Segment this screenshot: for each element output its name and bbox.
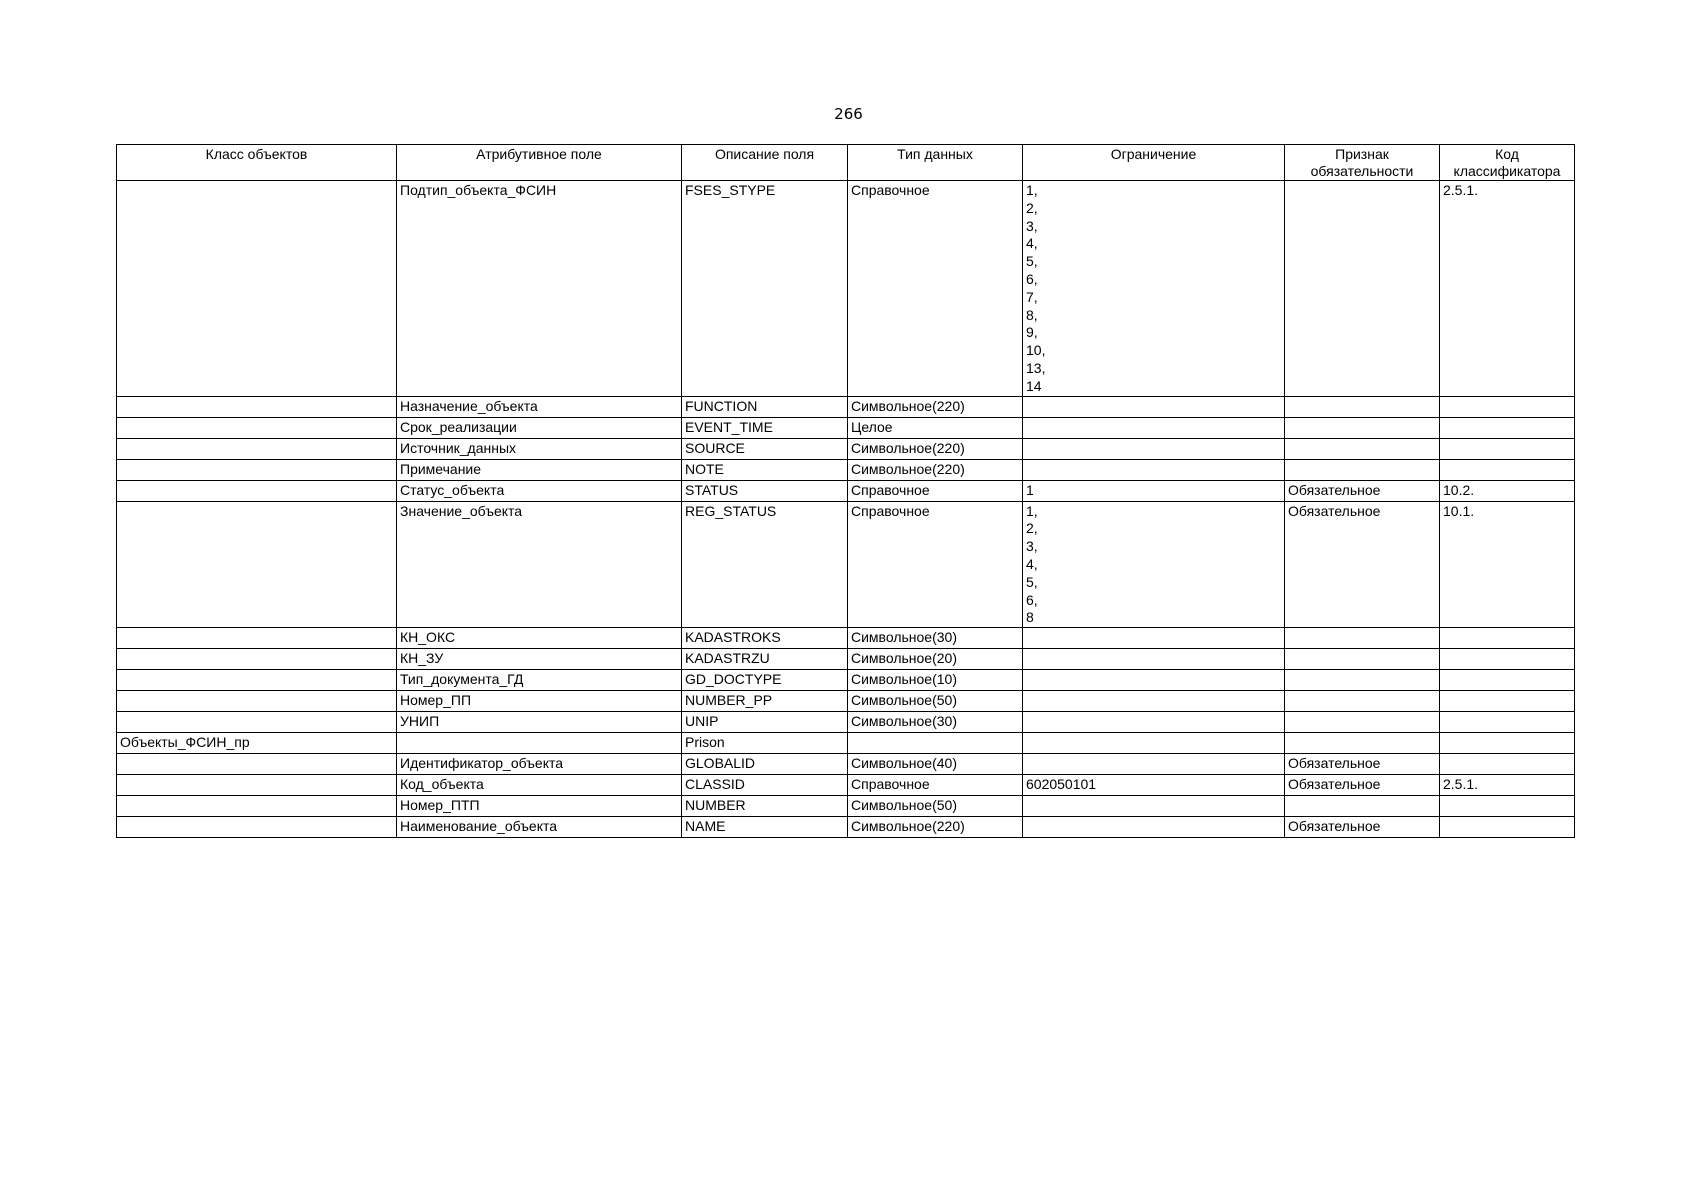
- table-row: [117, 396, 1575, 417]
- cell-object-class: [117, 459, 397, 480]
- cell-restriction: [1023, 817, 1285, 838]
- table-row: [117, 691, 1575, 712]
- table-row: [117, 670, 1575, 691]
- cell-restriction: [1023, 733, 1285, 754]
- cell-field-description: FUNCTION: [682, 396, 848, 417]
- cell-data-type: Целое: [848, 417, 1023, 438]
- cell-data-type: Символьное(20): [848, 649, 1023, 670]
- cell-object-class: [117, 649, 397, 670]
- cell-data-type: Символьное(50): [848, 691, 1023, 712]
- cell-mandatory-flag: [1285, 438, 1440, 459]
- cell-mandatory-flag: [1285, 691, 1440, 712]
- cell-mandatory-flag: Обязательное: [1285, 817, 1440, 838]
- cell-field-description: Prison: [682, 733, 848, 754]
- header-attribute-field: Атрибутивное поле: [397, 145, 682, 181]
- cell-attribute-field: Код_объекта: [397, 775, 682, 796]
- cell-object-class: [117, 796, 397, 817]
- cell-data-type: Символьное(10): [848, 670, 1023, 691]
- cell-mandatory-flag: [1285, 712, 1440, 733]
- cell-object-class: [117, 712, 397, 733]
- cell-restriction: [1023, 459, 1285, 480]
- cell-object-class: [117, 417, 397, 438]
- cell-attribute-field: [397, 733, 682, 754]
- cell-object-class: [117, 775, 397, 796]
- table-header-row: [117, 145, 1575, 181]
- cell-data-type: Символьное(30): [848, 712, 1023, 733]
- cell-data-type: Символьное(220): [848, 817, 1023, 838]
- cell-classifier-code: [1440, 712, 1575, 733]
- table-row: [117, 712, 1575, 733]
- cell-classifier-code: [1440, 649, 1575, 670]
- cell-field-description: CLASSID: [682, 775, 848, 796]
- cell-attribute-field: Примечание: [397, 459, 682, 480]
- cell-classifier-code: [1440, 733, 1575, 754]
- cell-attribute-field: Срок_реализации: [397, 417, 682, 438]
- cell-restriction: 1, 2, 3, 4, 5, 6, 8: [1023, 501, 1285, 628]
- page-number: 266: [834, 105, 863, 123]
- cell-classifier-code: 2.5.1.: [1440, 181, 1575, 397]
- cell-attribute-field: Подтип_объекта_ФСИН: [397, 181, 682, 397]
- cell-classifier-code: [1440, 817, 1575, 838]
- cell-classifier-code: 10.1.: [1440, 501, 1575, 628]
- cell-field-description: GLOBALID: [682, 754, 848, 775]
- cell-object-class: Объекты_ФСИН_пр: [117, 733, 397, 754]
- cell-mandatory-flag: [1285, 417, 1440, 438]
- cell-field-description: REG_STATUS: [682, 501, 848, 628]
- header-object-class: Класс объектов: [117, 145, 397, 181]
- cell-field-description: UNIP: [682, 712, 848, 733]
- cell-field-description: NAME: [682, 817, 848, 838]
- cell-field-description: STATUS: [682, 480, 848, 501]
- table-row: [117, 754, 1575, 775]
- cell-object-class: [117, 691, 397, 712]
- cell-mandatory-flag: [1285, 396, 1440, 417]
- cell-field-description: KADASTROKS: [682, 628, 848, 649]
- cell-object-class: [117, 754, 397, 775]
- cell-restriction: [1023, 754, 1285, 775]
- cell-mandatory-flag: Обязательное: [1285, 480, 1440, 501]
- cell-object-class: [117, 670, 397, 691]
- cell-mandatory-flag: Обязательное: [1285, 775, 1440, 796]
- cell-classifier-code: [1440, 796, 1575, 817]
- cell-attribute-field: КН_ОКС: [397, 628, 682, 649]
- cell-classifier-code: 2.5.1.: [1440, 775, 1575, 796]
- cell-restriction: [1023, 691, 1285, 712]
- cell-restriction: 602050101: [1023, 775, 1285, 796]
- cell-mandatory-flag: [1285, 733, 1440, 754]
- table-row: [117, 438, 1575, 459]
- cell-data-type: Справочное: [848, 480, 1023, 501]
- cell-field-description: GD_DOCTYPE: [682, 670, 848, 691]
- header-mandatory-flag: Признак обязательности: [1285, 145, 1440, 181]
- cell-mandatory-flag: [1285, 796, 1440, 817]
- cell-mandatory-flag: [1285, 181, 1440, 397]
- cell-attribute-field: КН_ЗУ: [397, 649, 682, 670]
- header-restriction: Ограничение: [1023, 145, 1285, 181]
- table-row: [117, 181, 1575, 397]
- cell-mandatory-flag: Обязательное: [1285, 754, 1440, 775]
- cell-data-type: [848, 733, 1023, 754]
- table-row: [117, 817, 1575, 838]
- cell-classifier-code: [1440, 459, 1575, 480]
- attribute-table: [116, 144, 1575, 838]
- cell-object-class: [117, 480, 397, 501]
- cell-data-type: Символьное(40): [848, 754, 1023, 775]
- cell-classifier-code: 10.2.: [1440, 480, 1575, 501]
- header-data-type: Тип данных: [848, 145, 1023, 181]
- table-row: [117, 649, 1575, 670]
- table-row: [117, 628, 1575, 649]
- cell-field-description: SOURCE: [682, 438, 848, 459]
- cell-restriction: 1, 2, 3, 4, 5, 6, 7, 8, 9, 10, 13, 14: [1023, 181, 1285, 397]
- cell-restriction: [1023, 796, 1285, 817]
- cell-restriction: 1: [1023, 480, 1285, 501]
- cell-data-type: Справочное: [848, 775, 1023, 796]
- table-row: [117, 775, 1575, 796]
- cell-mandatory-flag: [1285, 670, 1440, 691]
- cell-attribute-field: Источник_данных: [397, 438, 682, 459]
- cell-mandatory-flag: [1285, 649, 1440, 670]
- cell-attribute-field: Тип_документа_ГД: [397, 670, 682, 691]
- header-classifier-code: Код классификатора: [1440, 145, 1575, 181]
- cell-classifier-code: [1440, 691, 1575, 712]
- cell-restriction: [1023, 417, 1285, 438]
- table-row: [117, 480, 1575, 501]
- cell-data-type: Символьное(220): [848, 438, 1023, 459]
- cell-restriction: [1023, 628, 1285, 649]
- cell-attribute-field: УНИП: [397, 712, 682, 733]
- table-row: [117, 417, 1575, 438]
- cell-restriction: [1023, 396, 1285, 417]
- cell-data-type: Символьное(220): [848, 396, 1023, 417]
- cell-mandatory-flag: [1285, 628, 1440, 649]
- table-row: [117, 501, 1575, 628]
- cell-attribute-field: Наименование_объекта: [397, 817, 682, 838]
- cell-classifier-code: [1440, 628, 1575, 649]
- cell-data-type: Справочное: [848, 181, 1023, 397]
- cell-restriction: [1023, 670, 1285, 691]
- table-body: [117, 181, 1575, 838]
- table-row: [117, 459, 1575, 480]
- cell-mandatory-flag: Обязательное: [1285, 501, 1440, 628]
- cell-classifier-code: [1440, 396, 1575, 417]
- cell-attribute-field: Назначение_объекта: [397, 396, 682, 417]
- cell-attribute-field: Идентификатор_объекта: [397, 754, 682, 775]
- cell-field-description: KADASTRZU: [682, 649, 848, 670]
- cell-object-class: [117, 501, 397, 628]
- cell-attribute-field: Номер_ПТП: [397, 796, 682, 817]
- cell-object-class: [117, 628, 397, 649]
- cell-data-type: Справочное: [848, 501, 1023, 628]
- table-row: [117, 796, 1575, 817]
- cell-data-type: Символьное(30): [848, 628, 1023, 649]
- header-field-description: Описание поля: [682, 145, 848, 181]
- cell-field-description: NOTE: [682, 459, 848, 480]
- cell-mandatory-flag: [1285, 459, 1440, 480]
- cell-restriction: [1023, 649, 1285, 670]
- table-row: [117, 733, 1575, 754]
- cell-classifier-code: [1440, 754, 1575, 775]
- cell-field-description: FSES_STYPE: [682, 181, 848, 397]
- cell-field-description: NUMBER: [682, 796, 848, 817]
- cell-restriction: [1023, 712, 1285, 733]
- cell-classifier-code: [1440, 670, 1575, 691]
- cell-data-type: Символьное(50): [848, 796, 1023, 817]
- cell-classifier-code: [1440, 417, 1575, 438]
- cell-restriction: [1023, 438, 1285, 459]
- cell-object-class: [117, 817, 397, 838]
- cell-data-type: Символьное(220): [848, 459, 1023, 480]
- cell-attribute-field: Номер_ПП: [397, 691, 682, 712]
- cell-field-description: EVENT_TIME: [682, 417, 848, 438]
- cell-attribute-field: Значение_объекта: [397, 501, 682, 628]
- cell-attribute-field: Статус_объекта: [397, 480, 682, 501]
- cell-object-class: [117, 181, 397, 397]
- cell-classifier-code: [1440, 438, 1575, 459]
- cell-object-class: [117, 396, 397, 417]
- cell-object-class: [117, 438, 397, 459]
- cell-field-description: NUMBER_PP: [682, 691, 848, 712]
